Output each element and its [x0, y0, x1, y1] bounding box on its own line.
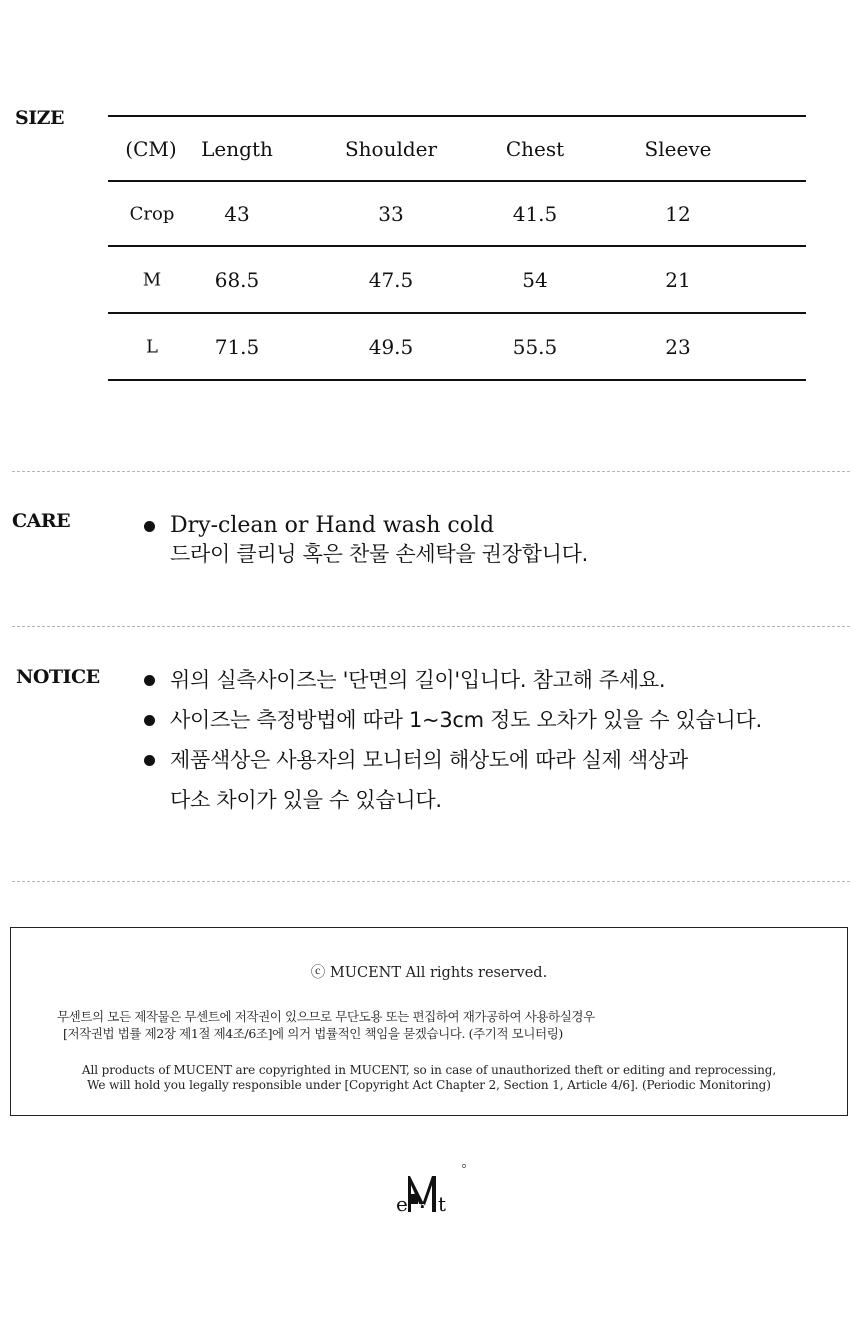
- bullet-icon: [144, 675, 155, 686]
- length-value: 43: [224, 201, 250, 226]
- care-instruction-ko: 드라이 클리닝 혹은 찬물 손세탁을 권장합니다.: [170, 542, 588, 566]
- notice-section-label: NOTICE: [16, 666, 100, 688]
- shoulder-value: 47.5: [368, 267, 414, 292]
- section-divider: [12, 471, 850, 472]
- sleeve-value: 23: [665, 334, 691, 359]
- size-section-label: SIZE: [15, 107, 64, 129]
- copyright-en-line: We will hold you legally responsible under [Copyright Act Chapter 2, Section 1, Article 4/6]. (Periodic Monitoring): [87, 1078, 771, 1092]
- care-list: [144, 511, 588, 568]
- notice-text: 사이즈는 측정방법에 따라 1~3cm 정도 오차가 있을 수 있습니다.: [170, 708, 762, 732]
- chest-value: 55.5: [512, 334, 558, 359]
- length-value: 68.5: [214, 267, 260, 292]
- size-name: Crop: [129, 203, 175, 224]
- sleeve-value: 12: [665, 201, 691, 226]
- list-item: [144, 660, 762, 700]
- list-item: [144, 700, 762, 740]
- section-divider: [12, 881, 850, 882]
- size-table: [108, 115, 806, 381]
- svg-text:n: n: [418, 1200, 427, 1215]
- notice-text: 제품색상은 사용자의 모니터의 해상도에 따라 실제 색상과: [170, 748, 688, 772]
- care-section-label: CARE: [12, 510, 71, 532]
- table-row: [108, 314, 806, 381]
- svg-text:e: e: [396, 1192, 408, 1216]
- size-name: L: [146, 336, 158, 357]
- shoulder-value: 33: [378, 201, 404, 226]
- header-length: Length: [201, 136, 273, 161]
- copyright-notice-ko: [57, 1008, 595, 1042]
- list-item: [144, 511, 588, 568]
- header-unit: (CM): [125, 136, 177, 161]
- table-row: [108, 247, 806, 314]
- bullet-icon: [144, 715, 155, 726]
- list-item: [144, 740, 762, 820]
- svg-text:t: t: [438, 1192, 447, 1216]
- table-row: [108, 182, 806, 247]
- notice-text-continued: 다소 차이가 있을 수 있습니다.: [170, 788, 442, 812]
- care-instruction-en: Dry-clean or Hand wash cold: [170, 513, 495, 538]
- copyright-box: [10, 927, 848, 1116]
- sleeve-value: 21: [665, 267, 691, 292]
- header-sleeve: Sleeve: [644, 136, 712, 161]
- mucent-logo-icon: [396, 1158, 476, 1218]
- bullet-icon: [144, 755, 155, 766]
- header-chest: Chest: [505, 136, 565, 161]
- size-table-header: [108, 117, 806, 182]
- chest-value: 54: [522, 267, 548, 292]
- notice-list: [144, 660, 762, 820]
- copyright-ko-line: [저작권법 법률 제2장 제1절 제4조/6조]에 의거 법률적인 책임을 묻겠습니다. (주기적 모니터링): [63, 1026, 563, 1041]
- header-shoulder: Shoulder: [344, 136, 438, 161]
- notice-text: 위의 실측사이즈는 '단면의 길이'입니다. 참고해 주세요.: [170, 668, 666, 692]
- copyright-title: ⓒ MUCENT All rights reserved.: [310, 965, 548, 981]
- chest-value: 41.5: [512, 201, 558, 226]
- section-divider: [12, 626, 850, 627]
- shoulder-value: 49.5: [368, 334, 414, 359]
- size-name: M: [142, 269, 162, 290]
- copyright-en-line: All products of MUCENT are copyrighted in MUCENT, so in case of unauthorized theft or editing and reprocessing,: [81, 1063, 777, 1077]
- bullet-icon: [144, 521, 155, 532]
- copyright-ko-line: 무센트의 모든 제작물은 무센트에 저작권이 있으므로 무단도용 또는 편집하여 재가공하여 사용하실경우: [57, 1009, 595, 1024]
- length-value: 71.5: [214, 334, 260, 359]
- copyright-notice-en: [11, 1063, 847, 1093]
